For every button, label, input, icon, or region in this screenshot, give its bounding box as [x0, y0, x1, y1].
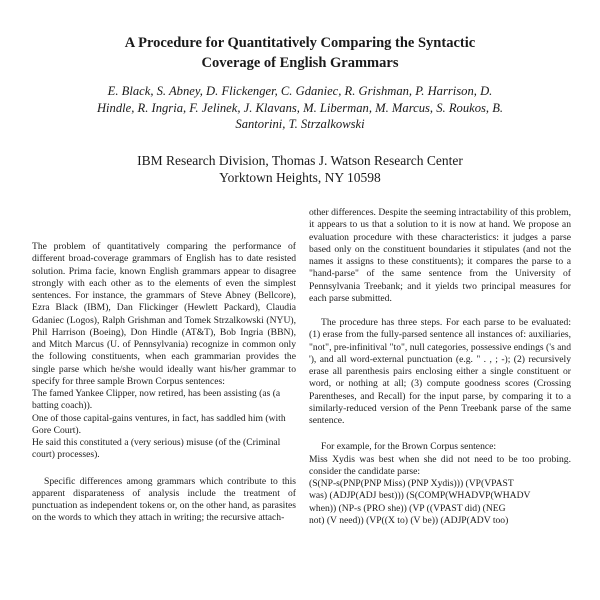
procedure-paragraph: The procedure has three steps. For each parse to be evaluated: (1) erase from the fully-parsed sentence all instances of: auxiliaries, "not", pre-infinitival "to", null categories, possessive endings ('s and '), and all word-external punctuation (e.g. " . , ; -); (2) recursively erase all parenthesis pairs enclosing either a single constituent or word, or nothing at all; (3) compute goodness scores (Crossing Parentheses, and Recall) for the input parse, by comparing it to a similarly-reduced version of the Penn Treebank parse of the same sentence. [309, 317, 571, 426]
example-intro: For example, for the Brown Corpus sentence: [321, 441, 497, 453]
paper-title [30, 33, 570, 73]
abstract-paragraph: The problem of quantitatively comparing the performance of different broad-coverage grammars of English has to date resisted solution. Prima facie, known English grammars appear to disagree strongly with each other as to the elements of even the simplest sentences. For instance, the grammars of Steve Abney (Bellcore), Ezra Black (IBM), Dan Flickinger (Hewlett Packard), Claudia Gdaniec (Logos), Ralph Grishman and Tomek Strzalkowski (NYU), Phil Harrison (Boeing), Don Hindle (AT&T), Bob Ingria (BBN), and Mitch Marcus (U. of Pennsylvania) recognize in common only the following constituents, when each grammarian provides the single parse which he/she would ideally want his/her grammar to specify for three sample Brown Corpus sentences: [32, 241, 296, 387]
paragraph-gap [309, 305, 571, 317]
affiliation-line-2: Yorktown Heights, NY 10598 [219, 170, 381, 185]
proposal-paragraph: other differences. Despite the seeming intractability of this problem, it appears to us that a solution to it is now at hand. We propose an evaluation procedure with these characteristics: it judges a parse based only on the constituent boundaries it stipulates (and not the names it assigns to these constituents); it compares the parse to a "hand-parse" of the same sentence from the University of Pennsylvania Treebank; and it yields two principal measures for each parse submitted. [309, 207, 571, 304]
differences-paragraph: Specific differences among grammars which contribute to this apparent disparateness of analysis include the treatment of punctuation as independent tokens or, on the other hand, as parasites on the words to which they attach in writing; the recursive attach- [32, 475, 296, 524]
right-column [309, 207, 571, 600]
parse-line-3: when)) (NP-s (PRO she)) (VP ((VPAST did) (NEG [309, 502, 506, 514]
title-line-1: A Procedure for Quantitatively Comparing the Syntactic [124, 35, 476, 51]
affiliation-line-1: IBM Research Division, Thomas J. Watson Research Center [137, 153, 463, 168]
example-sentences [32, 388, 296, 462]
parse-line-1: (S(NP-s(PNP(PNP Miss) (PNP Xydis))) (VP(VPAST [309, 478, 514, 489]
example-sentence-1: The famed Yankee Clipper, now retired, has been assisting (as (a batting coach)). [32, 388, 281, 412]
left-column [32, 241, 296, 600]
paragraph-gap [309, 427, 571, 441]
candidate-parse [309, 478, 571, 527]
affiliation [60, 152, 540, 186]
example-sentence-3: He said this constituted a (very serious) misuse (of the (Criminal court) processes). [32, 437, 281, 461]
authors-line-2: Hindle, R. Ingria, F. Jelinek, J. Klavans, M. Liberman, M. Marcus, S. Roukos, B. [96, 100, 504, 115]
example-sentence: Miss Xydis was best when she did not need to be too probing. consider the candidate parse: [309, 453, 571, 477]
authors-line-1: E. Black, S. Abney, D. Flickenger, C. Gdaniec, R. Grishman, P. Harrison, D. [107, 84, 493, 98]
example-sentence-2: One of those capital-gains ventures, in fact, has saddled him (with Gore Court). [32, 412, 286, 436]
parse-line-4: not) (V need)) (VP((X to) (V be)) (ADJP(ADV too) [309, 514, 509, 526]
title-line-2: Coverage of English Grammars [201, 55, 399, 71]
parse-line-2: was) (ADJP(ADJ best))) (S(COMP(WHADVP(WHADV [309, 490, 531, 502]
paragraph-gap [32, 462, 296, 476]
authors-line-3: Santorini, T. Strzalkowski [235, 117, 365, 131]
author-list [30, 83, 570, 133]
